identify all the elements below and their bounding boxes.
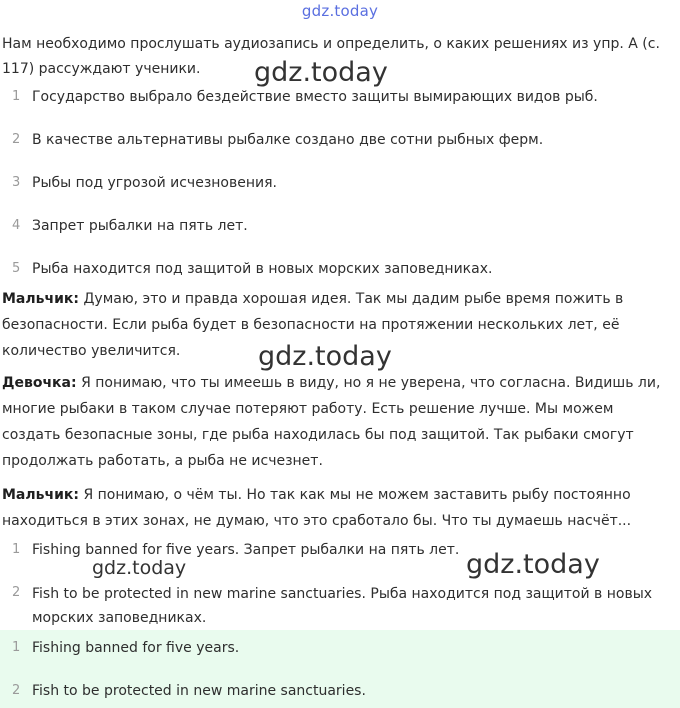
item-text: Рыбы под угрозой исчезновения.	[32, 175, 277, 191]
item-number: 4	[12, 218, 21, 233]
item-text: В качестве альтернативы рыбалке создано две сотни рыбных ферм.	[32, 132, 544, 148]
watermark: gdz.today	[92, 557, 187, 579]
dialogue-text: Я понимаю, о чём ты. Но так как мы не можем заставить рыбу постоянно находиться в этих зонах, не думаю, что это сработало бы. Что ты думаешь насчёт...	[2, 487, 632, 529]
answer-item	[0, 680, 680, 702]
item-text: Рыба находится под защитой в новых морских заповедниках.	[32, 261, 493, 277]
speaker-name: Мальчик:	[2, 487, 80, 503]
watermark: gdz.today	[254, 57, 388, 88]
dialogue-line	[2, 482, 676, 534]
item-number: 3	[12, 175, 21, 190]
item-number: 5	[12, 261, 21, 276]
item-number: 1	[12, 542, 21, 557]
watermark: gdz.today	[258, 341, 392, 372]
dialogue-text: Думаю, это и правда хорошая идея. Так мы дадим рыбе время пожить в безопасности. Если рыба будет в безопасности на протяжении нескольких лет, её количество увеличится.	[2, 291, 624, 359]
item-text: Fish to be protected in new marine sanctuaries. Рыба находится под защитой в новых морских заповедниках.	[32, 586, 653, 626]
item-number: 2	[12, 132, 21, 147]
item-text: Запрет рыбалки на пять лет.	[32, 218, 248, 234]
item-number: 2	[12, 683, 21, 698]
item-text: Fish to be protected in new marine sanctuaries.	[32, 683, 366, 699]
list-item	[0, 129, 680, 151]
watermark: gdz.today	[466, 549, 600, 580]
list-item	[0, 172, 680, 194]
list-item	[0, 86, 680, 108]
dialogue-text: Я понимаю, что ты имеешь в виду, но я не уверена, что согласна. Видишь ли, многие рыбаки в таком случае потеряют работу. Есть решение лучше. Мы можем создать безопасные зоны, где рыба находилась бы под защитой. Так рыбаки смогут продолжать работать, а рыба не исчезнет.	[2, 375, 661, 469]
item-number: 1	[12, 89, 21, 104]
speaker-name: Девочка:	[2, 375, 77, 391]
item-number: 2	[12, 585, 21, 600]
list-item	[0, 258, 680, 280]
item-text: Fishing banned for five years. Запрет рыбалки на пять лет.	[32, 542, 460, 558]
list-item	[0, 215, 680, 237]
dialogue-line	[2, 370, 676, 474]
site-logo[interactable]: gdz.today	[301, 2, 379, 20]
item-text: Fishing banned for five years.	[32, 640, 240, 656]
item-text: Государство выбрало бездействие вместо защиты вымирающих видов рыб.	[32, 89, 598, 105]
exercise-instruction: Нам необходимо прослушать аудиозапись и определить, о каких решениях из упр. A (с. 117) рассуждают ученики.	[2, 36, 660, 77]
item-number: 1	[12, 640, 21, 655]
answer-item	[0, 637, 680, 659]
speaker-name: Мальчик:	[2, 291, 80, 307]
